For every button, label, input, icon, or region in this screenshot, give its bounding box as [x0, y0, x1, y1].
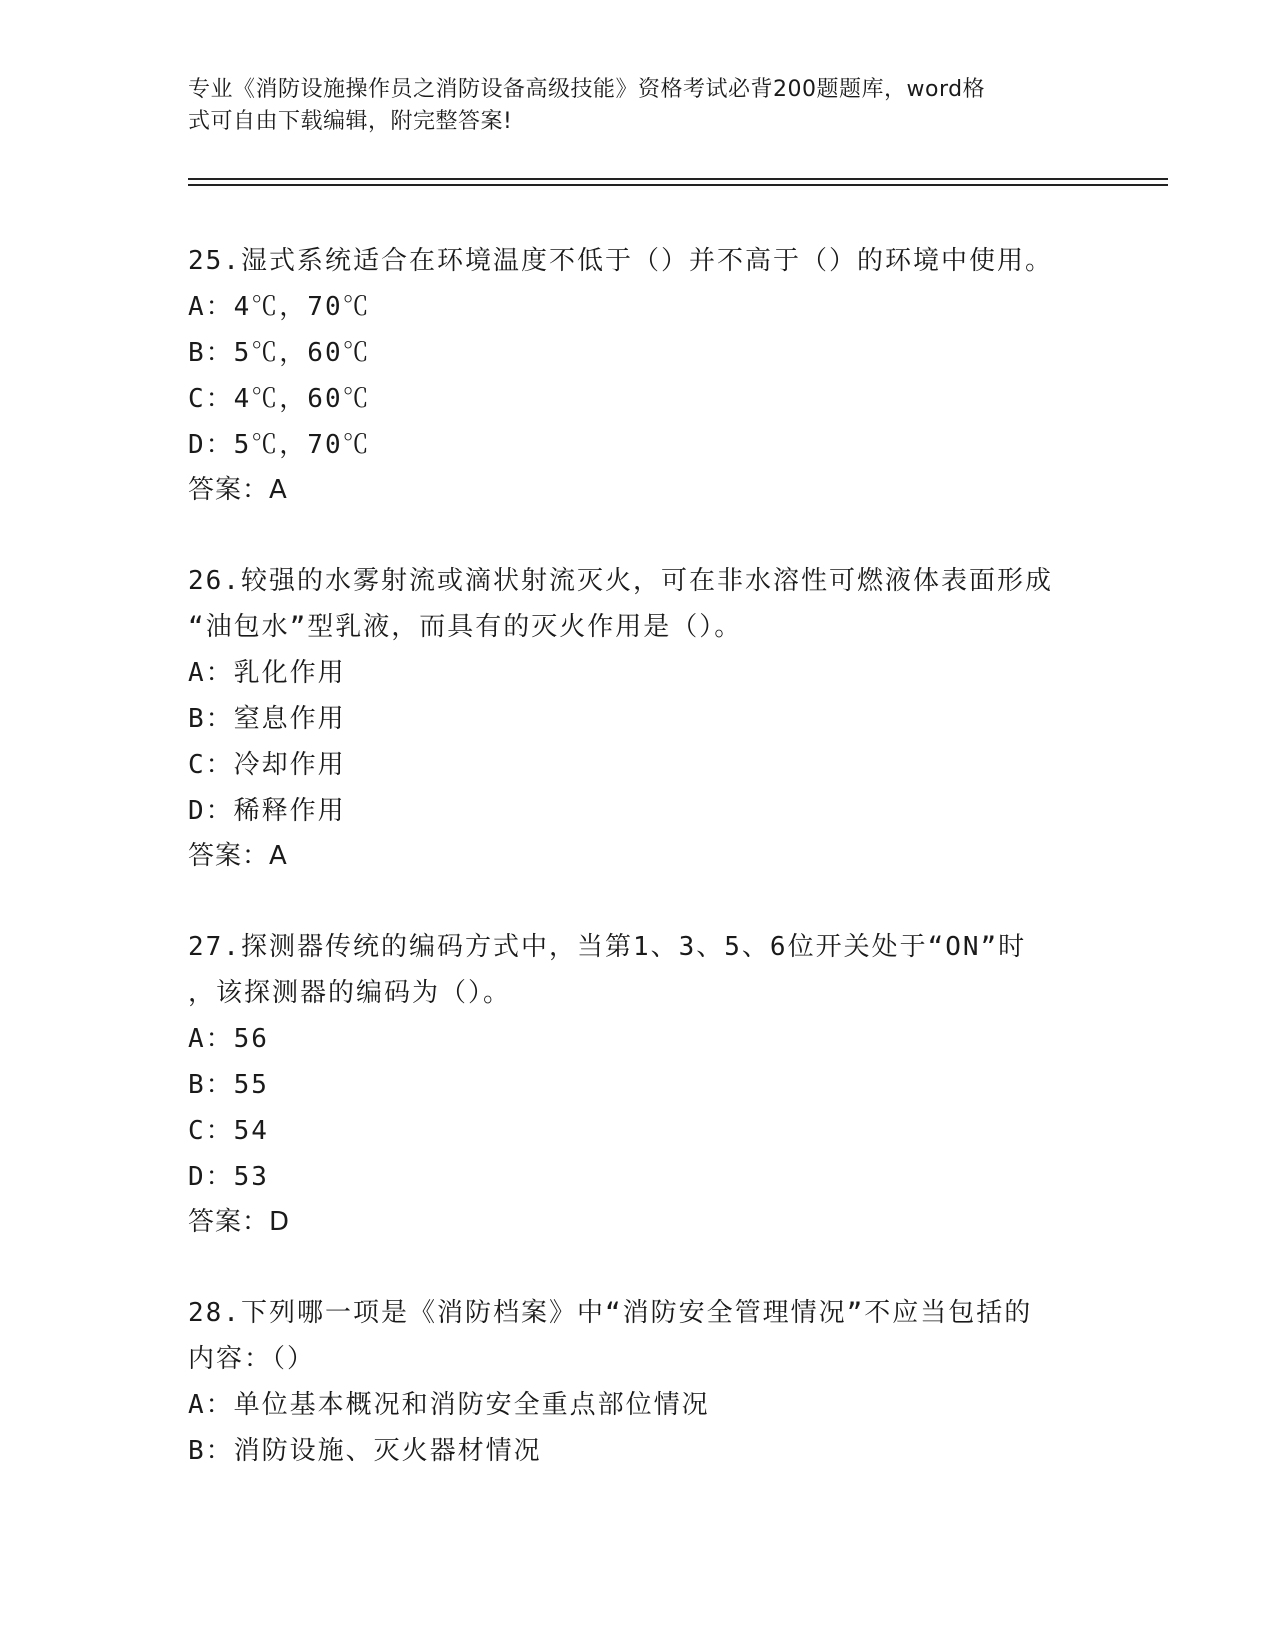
- question-27: [188, 924, 1088, 1244]
- question-text-line-1: 28.下列哪一项是《消防档案》中“消防安全管理情况”不应当包括的: [188, 1298, 1033, 1328]
- option-a: A：乳化作用: [188, 658, 346, 688]
- option-d: D：稀释作用: [188, 796, 346, 826]
- option-b: B：窒息作用: [188, 704, 346, 734]
- answer: 答案：A: [188, 841, 288, 871]
- option-b: B：55: [188, 1070, 269, 1100]
- question-text-line-1: 27.探测器传统的编码方式中，当第1、3、5、6位开关处于“ON”时: [188, 932, 1027, 962]
- option-c: C：54: [188, 1116, 269, 1146]
- header-line-1: 专业《消防设施操作员之消防设备高级技能》资格考试必背200题题库，word格: [188, 77, 986, 102]
- header-divider-top: [188, 178, 1168, 180]
- question-text-line-1: 26.较强的水雾射流或滴状射流灭火，可在非水溶性可燃液体表面形成: [188, 566, 1053, 596]
- document-header: [188, 74, 1068, 138]
- option-d: D：53: [188, 1162, 269, 1192]
- option-c: C：4℃，60℃: [188, 384, 371, 414]
- question-text-line-2: ，该探测器的编码为（）。: [188, 978, 512, 1008]
- option-a: A：4℃，70℃: [188, 292, 371, 322]
- option-a: A：单位基本概况和消防安全重点部位情况: [188, 1390, 710, 1420]
- question-text: 25.湿式系统适合在环境温度不低于（）并不高于（）的环境中使用。: [188, 246, 1053, 276]
- option-a: A：56: [188, 1024, 269, 1054]
- question-26: [188, 558, 1088, 878]
- answer: 答案：A: [188, 475, 288, 505]
- answer: 答案：D: [188, 1207, 291, 1237]
- option-d: D：5℃，70℃: [188, 430, 371, 460]
- option-c: C：冷却作用: [188, 750, 346, 780]
- question-text-line-2: “油包水”型乳液，而具有的灭火作用是（）。: [188, 612, 743, 642]
- header-divider-bottom: [188, 184, 1168, 186]
- question-text-line-2: 内容：（）: [188, 1344, 316, 1374]
- option-b: B：5℃，60℃: [188, 338, 371, 368]
- header-line-2: 式可自由下载编辑，附完整答案!: [188, 109, 513, 134]
- question-25: [188, 238, 1088, 512]
- question-28: [188, 1290, 1088, 1474]
- question-list: [188, 238, 1088, 1520]
- option-b: B：消防设施、灭火器材情况: [188, 1436, 542, 1466]
